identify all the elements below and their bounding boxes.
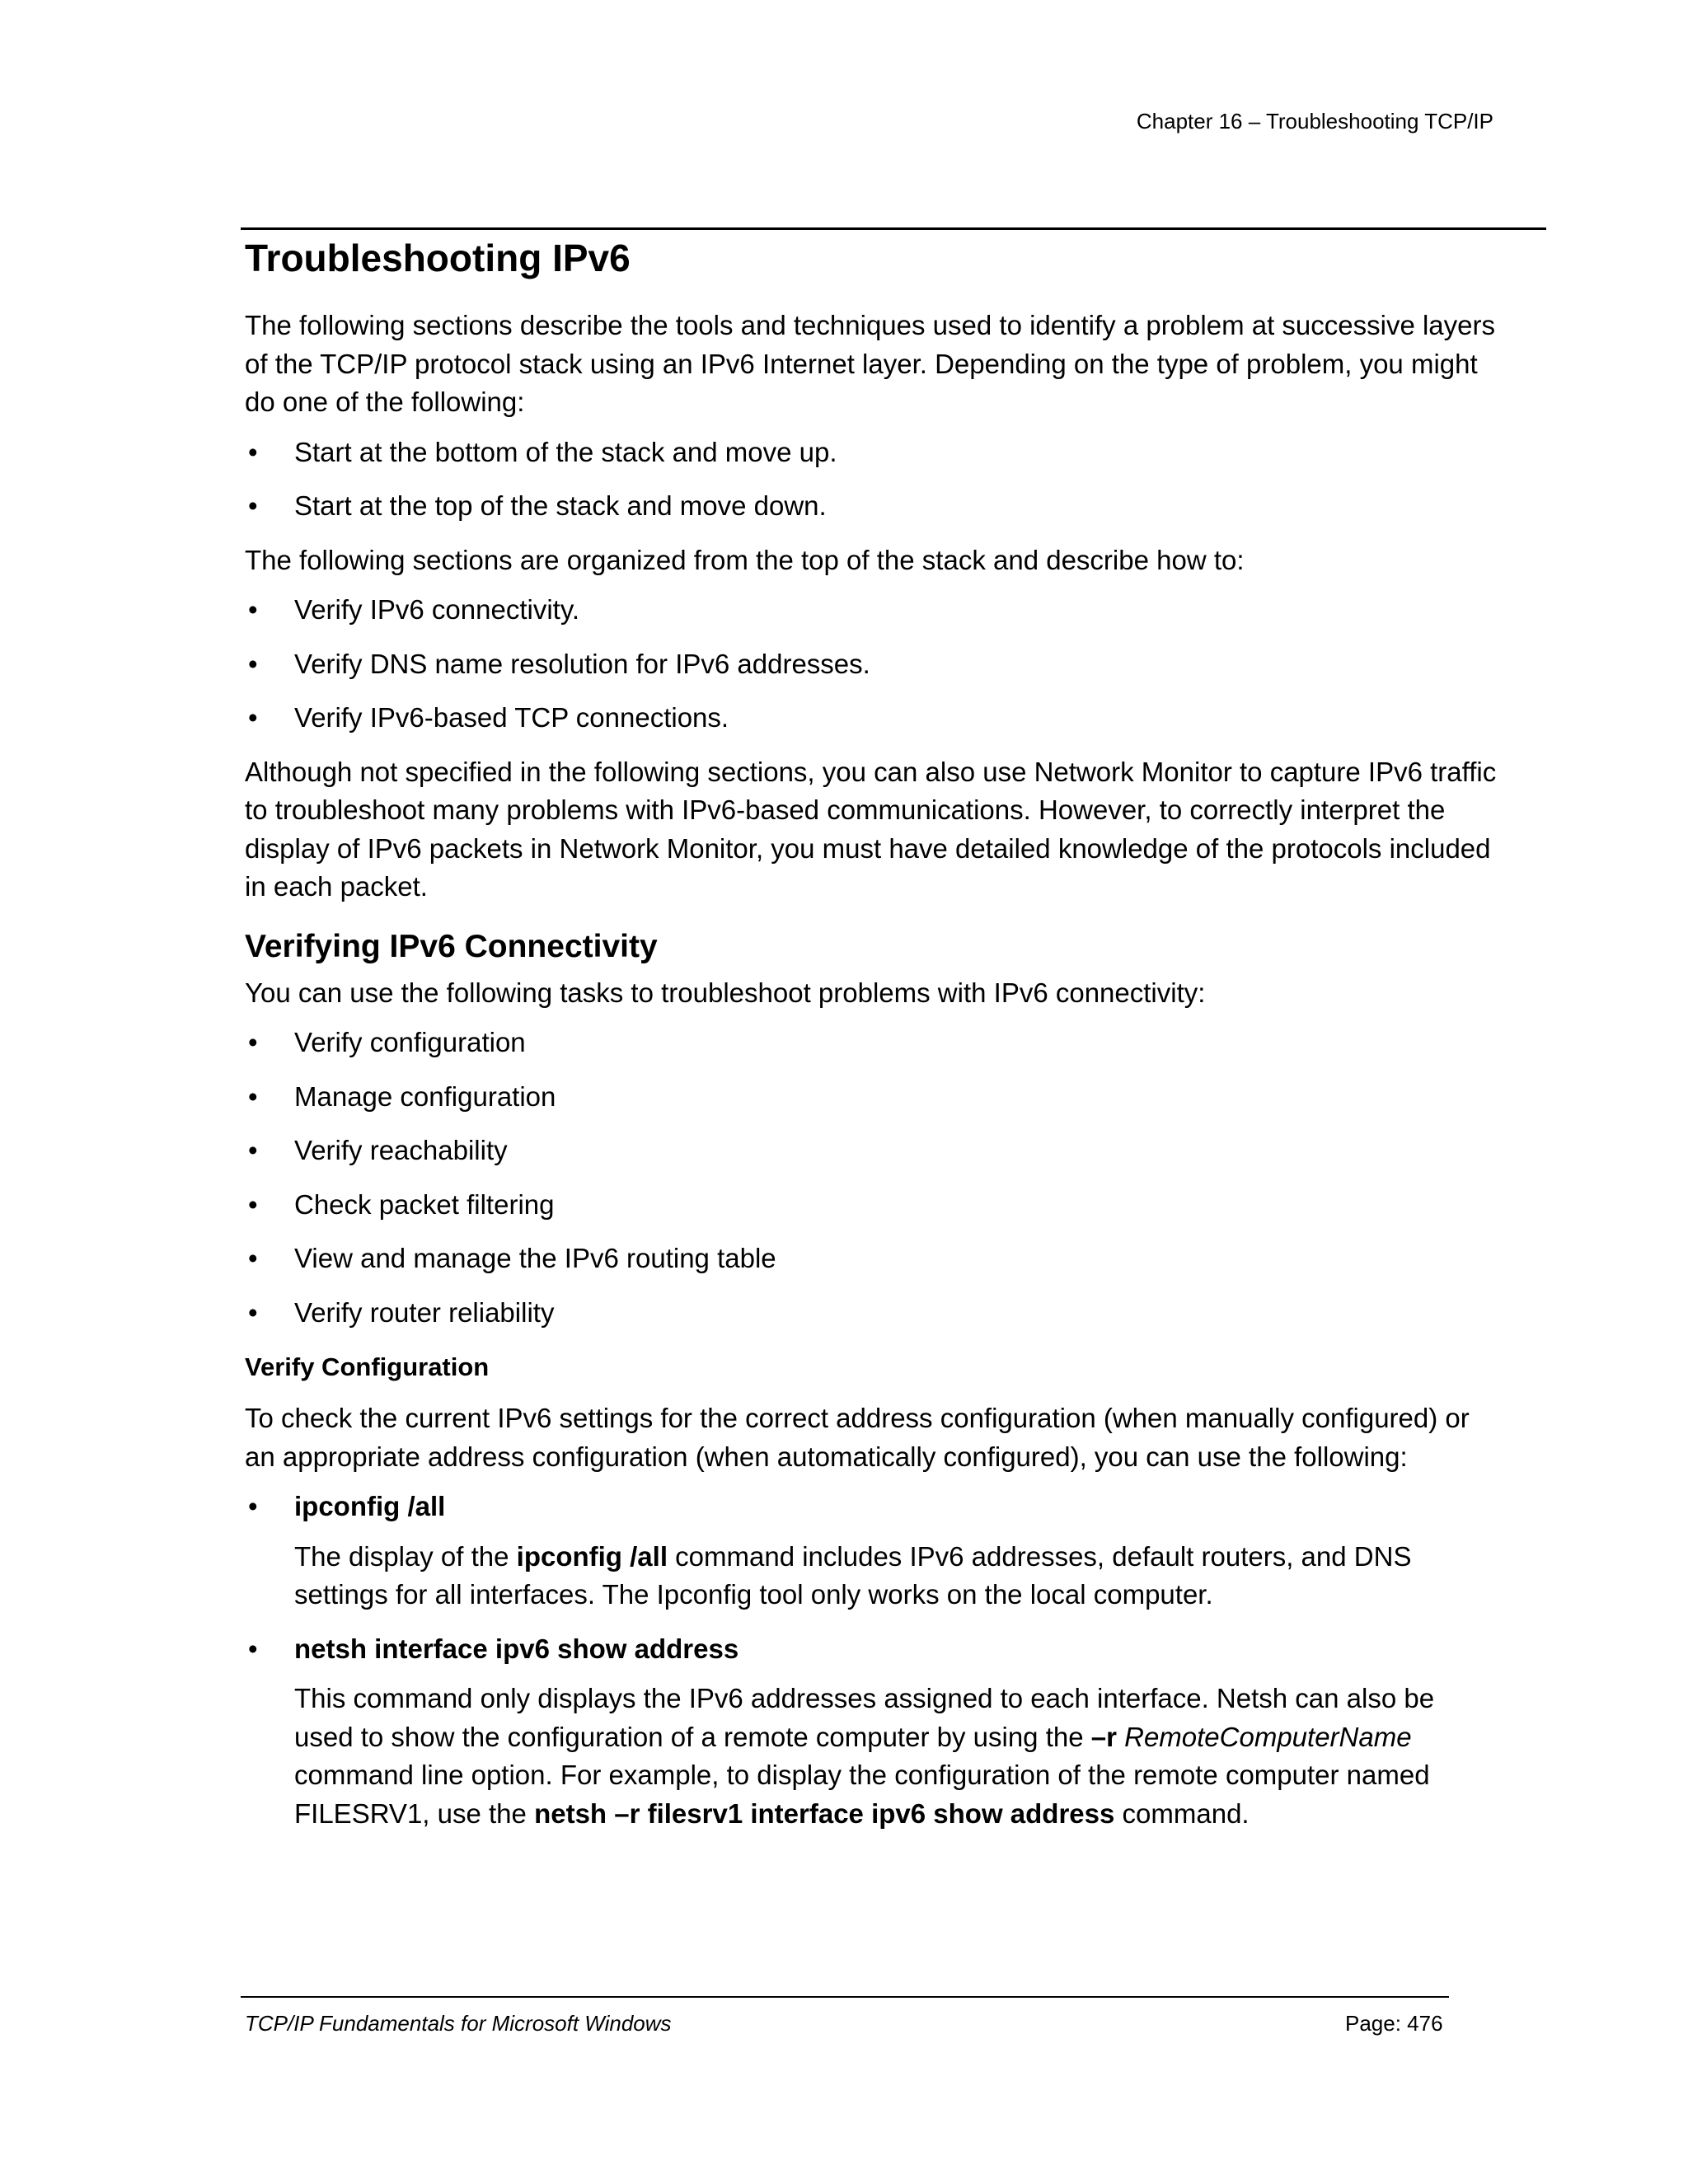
- bullet-icon: •: [248, 1188, 258, 1220]
- bullet-icon: •: [248, 490, 258, 521]
- command-item-ipconfig: [245, 1488, 1498, 1615]
- bullet-icon: •: [248, 594, 258, 625]
- list-item: • Verify IPv6-based TCP connections.: [245, 699, 1498, 738]
- organized-paragraph: The following sections are organized from the top of the stack and describe how to:: [245, 544, 1245, 575]
- subsection-heading: Verify Configuration: [245, 1352, 490, 1381]
- bullet-icon: •: [248, 436, 258, 467]
- command-title: netsh interface ipv6 show address: [294, 1633, 739, 1664]
- bullet-icon: •: [248, 1243, 258, 1273]
- command-list: [245, 1488, 1498, 1833]
- list-item: • Start at the top of the stack and move down.: [245, 487, 1498, 526]
- page-content: [245, 232, 1498, 1849]
- list-item: • Verify IPv6 connectivity.: [245, 591, 1498, 630]
- list-item: • Check packet filtering: [245, 1186, 1498, 1225]
- command-item-netsh: [245, 1630, 1498, 1834]
- intro-paragraph: The following sections describe the tools and techniques used to identify a problem at successive layers of the TCP/IP protocol stack using an IPv6 Internet layer. Depending on the type of problem, you might do one of the following:: [245, 310, 1496, 417]
- network-monitor-paragraph: Although not specified in the following sections, you can also use Network Monitor to capture IPv6 traffic to troubleshoot many problems with IPv6-based communications. However, to correctly interpret the display of IPv6 packets in Network Monitor, you must have detailed knowledge of the protocols included in each packet.: [245, 756, 1497, 902]
- howto-list: [245, 591, 1498, 738]
- section-heading: Verifying IPv6 Connectivity: [245, 928, 658, 964]
- bullet-icon: •: [248, 1080, 258, 1112]
- list-item: • Manage configuration: [245, 1078, 1498, 1117]
- header-rule: [241, 227, 1546, 230]
- bullet-icon: •: [248, 1296, 258, 1328]
- bullet-icon: •: [248, 1633, 258, 1664]
- command-description: This command only displays the IPv6 addresses assigned to each interface. Netsh can also be used to show the configuration of a remote computer by using the –r RemoteComputerName command line option. For example, to display the configuration of the remote computer named FILESRV1, use the netsh –r filesrv1 interface ipv6 show address command.: [294, 1683, 1435, 1829]
- task-list: [245, 1024, 1498, 1332]
- running-header: Chapter 16 – Troubleshooting TCP/IP: [1136, 109, 1493, 134]
- bullet-icon: •: [248, 1027, 258, 1057]
- command-title: ipconfig /all: [294, 1491, 446, 1521]
- section-intro: You can use the following tasks to troubleshoot problems with IPv6 connectivity:: [245, 977, 1206, 1008]
- subsection-intro: To check the current IPv6 settings for the correct address configuration (when manually configured) or an appropriate address configuration (when automatically configured), you can use the following:: [245, 1403, 1470, 1472]
- page-title: Troubleshooting IPv6: [245, 237, 631, 279]
- bullet-icon: •: [248, 1491, 258, 1521]
- bullet-icon: •: [248, 702, 258, 733]
- list-item: • Start at the bottom of the stack and move up.: [245, 434, 1498, 472]
- list-item: • View and manage the IPv6 routing table: [245, 1240, 1498, 1278]
- list-item: • Verify configuration: [245, 1024, 1498, 1062]
- footer-book-title: TCP/IP Fundamentals for Microsoft Windows: [245, 2011, 672, 2036]
- list-item: • Verify router reliability: [245, 1294, 1498, 1333]
- command-description: The display of the ipconfig /all command includes IPv6 addresses, default routers, and DNS settings for all interfaces. The Ipconfig tool only works on the local computer.: [294, 1540, 1412, 1610]
- list-item: • Verify DNS name resolution for IPv6 addresses.: [245, 645, 1498, 684]
- bullet-icon: •: [248, 648, 258, 679]
- footer-rule: [241, 1996, 1449, 1998]
- bullet-icon: •: [248, 1135, 258, 1165]
- list-item: • Verify reachability: [245, 1132, 1498, 1170]
- approach-list: [245, 434, 1498, 526]
- footer-page-number: Page: 476: [1345, 2011, 1443, 2036]
